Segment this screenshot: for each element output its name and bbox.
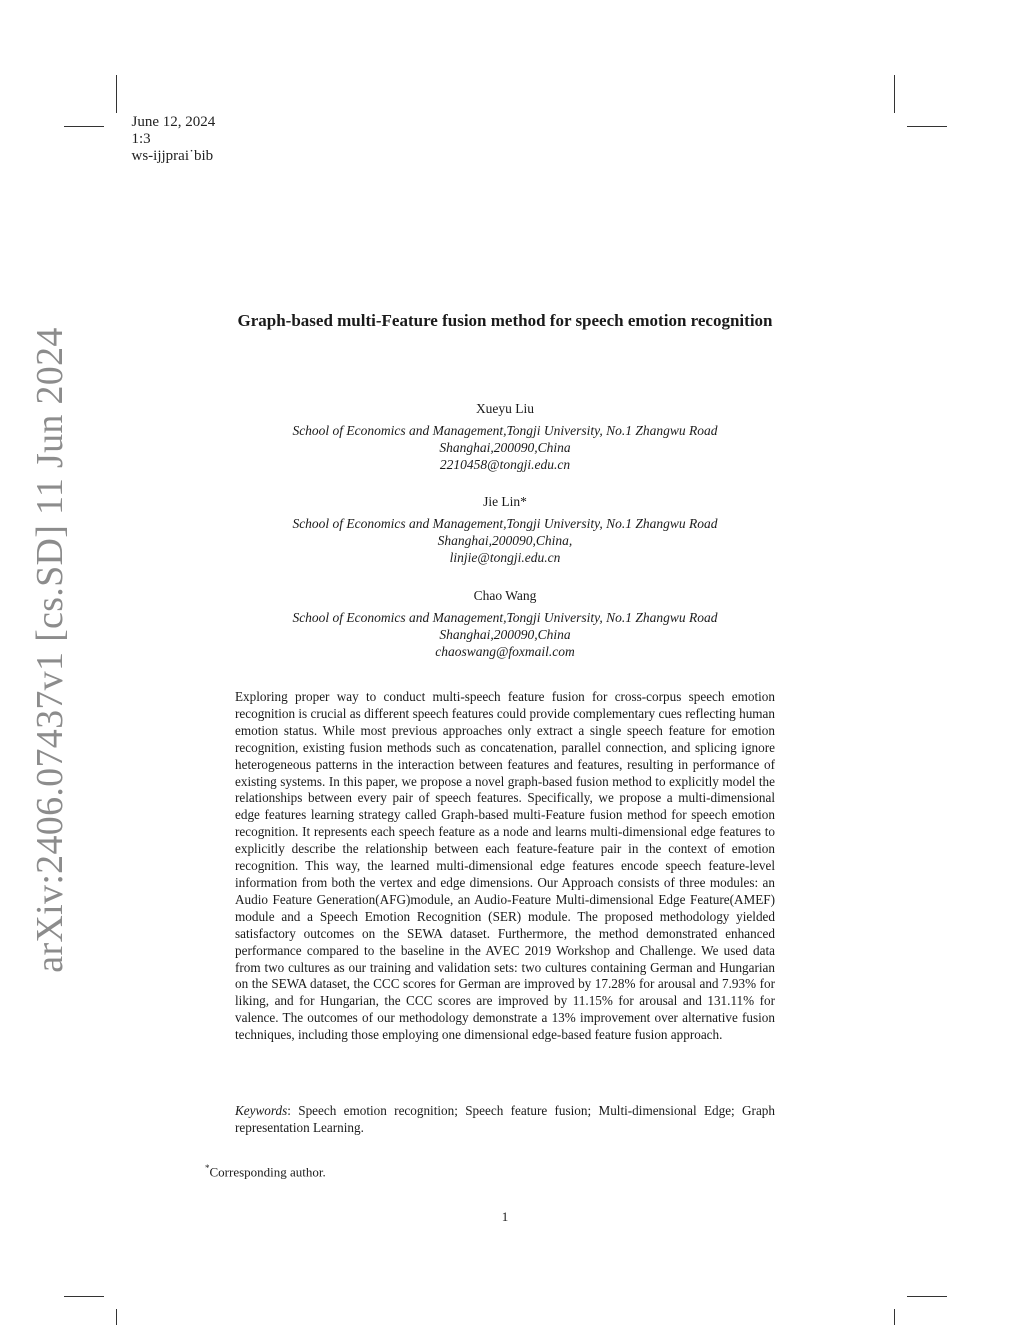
crop-mark [116,75,117,113]
paper-title: Graph-based multi-Feature fusion method for speech emotion recognition [237,311,773,330]
arxiv-stamp: arXiv:2406.07437v1 [cs.SD] 11 Jun 2024 [29,327,71,973]
footnote-mark: * [205,1163,210,1173]
author-block [200,400,810,473]
running-header [124,97,231,165]
author-block [200,493,810,566]
footnote [205,1163,326,1180]
author-name: Jie Lin* [483,494,527,509]
crop-mark [894,1309,895,1325]
keywords-text: : Speech emotion recognition; Speech feature fusion; Multi-dimensional Edge; Graph representation Learning. [235,1103,775,1135]
crop-mark [907,126,947,127]
crop-mark [116,1309,117,1325]
author-address: Shanghai,200090,China [439,627,571,642]
crop-mark [64,126,104,127]
header-time: 1:3 [131,131,151,147]
author-email: 2210458@tongji.edu.cn [439,457,571,472]
author-address: Shanghai,200090,China [439,440,571,455]
abstract: Exploring proper way to conduct multi-speech feature fusion for cross-corpus speech emotion recognition is crucial as different speech features could provide complementary cues reflecting human emotion status. While most previous approaches only extract a single speech feature for emotion recognition, existing fusion methods such as concatenation, parallel connection, and splicing ignore heterogeneous patterns in the interaction between features and features, resulting in performance of existing systems. In this paper, we propose a novel graph-based fusion method to explicitly model the relationships between every pair of speech features. Specifically, we propose a multi-dimensional edge features learning strategy called Graph-based multi-Feature fusion method for speech emotion recognition. It represents each speech feature as a node and learns multi-dimensional edge features to explicitly describe the relationship between each feature-feature pair in the context of emotion recognition. This way, the learned multi-dimensional edge features encode speech feature-level information from both the vertex and edge dimensions. Our Approach consists of three modules: an Audio Feature Generation(AFG)module, an Audio-Feature Multi-dimensional Edge Feature(AMEF) module and a Speech Emotion Recognition (SER) module. The proposed methodology yielded satisfactory outcomes on the SEWA dataset. Furthermore, the method demonstrated enhanced performance compared to the baseline in the AVEC 2019 Workshop and Challenge. We used data from two cultures as our training and validation sets: two cultures containing German and Hungarian on the SEWA dataset, the CCC scores for German are improved by 17.28% for arousal and 7.93% for liking, and for Hungarian, the CCC scores are improved by 11.15% for arousal and 131.11% for valence. The outcomes of our methodology demonstrate a 13% improvement over alternative fusion techniques, including those employing one dimensional edge-based feature fusion approach. [235,689,775,1043]
author-affiliation: School of Economics and Management,Tongji University, No.1 Zhangwu Road [292,516,718,531]
author-affiliation: School of Economics and Management,Tongji University, No.1 Zhangwu Road [292,423,718,438]
crop-mark [64,1296,104,1297]
crop-mark [894,75,895,113]
author-block [200,587,810,660]
footnote-text: Corresponding author. [209,1164,326,1180]
author-affiliation: School of Economics and Management,Tongji University, No.1 Zhangwu Road [292,610,718,625]
author-email: linjie@tongji.edu.cn [449,550,561,565]
author-email: chaoswang@foxmail.com [435,644,575,659]
author-name: Chao Wang [473,588,537,603]
author-name: Xueyu Liu [475,401,535,416]
header-date: June 12, 2024 [131,114,216,130]
author-address: Shanghai,200090,China, [437,533,573,548]
header-file: ws-ijjprai˙bib [131,148,214,164]
crop-mark [907,1296,947,1297]
keywords-label: Keywords [235,1103,288,1118]
keywords [235,1103,775,1137]
page-number: 1 [501,1209,509,1224]
